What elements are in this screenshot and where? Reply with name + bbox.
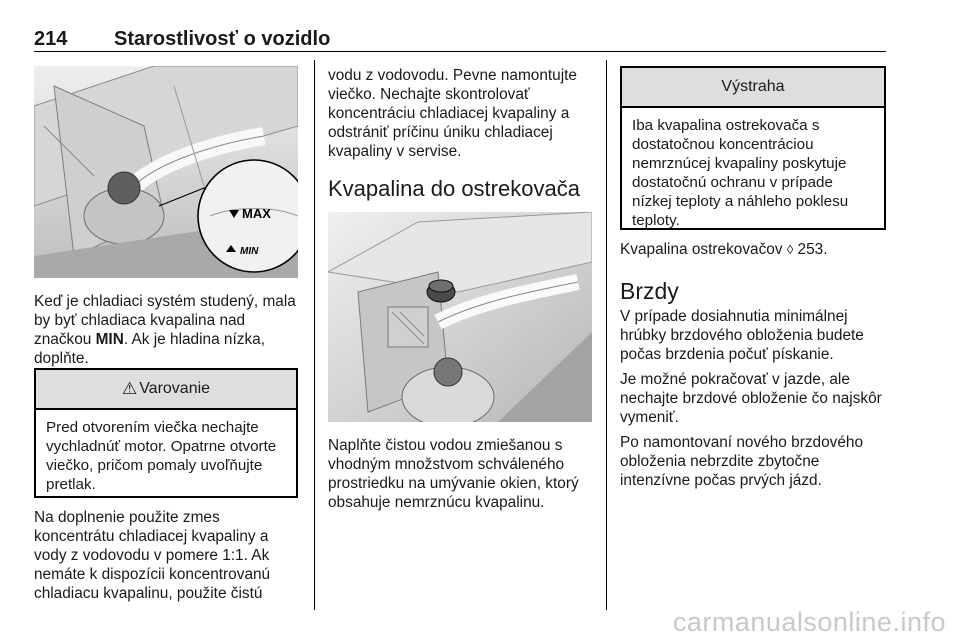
warning-header xyxy=(36,370,296,410)
min-mark-bold: MIN xyxy=(95,331,124,348)
washer-reference xyxy=(620,240,886,259)
column-divider-1 xyxy=(314,60,315,610)
page-header xyxy=(34,28,886,52)
column-divider-2 xyxy=(606,60,607,610)
coolant-refill-paragraph: Na doplnenie použite zmes koncentrátu chladiacej kvapaliny a vody z vodovodu v pomere 1:1. Ak nemáte k dispozícii koncentrovanú chladiacu kvapalinu, použite čistú xyxy=(34,509,271,602)
washer-bay-illustration xyxy=(328,212,592,422)
caution-text: Iba kvapalina ostrekovača s dostatočnou koncentráciou nemrznúcej kvapaliny poskytuje dostatočnú ochranu v prípade nízkej teploty a náhleho poklesu teploty. xyxy=(632,117,849,229)
page-number: 214 xyxy=(34,28,68,50)
warning-text: Pred otvorením viečka nechajte vychladnúť motor. Opatrne otvorte viečko, pričom pomaly uvoľňujte pretlak. xyxy=(46,419,277,493)
brakes-heading: Brzdy xyxy=(620,278,679,304)
brakes-paragraph-3: Po namontovaní nového brzdového obloženia nebrzdite zbytočne intenzívne počas prvých jázd. xyxy=(620,434,864,489)
page-reference-arrow-icon: ◊ xyxy=(786,242,794,257)
coolant-continuation-paragraph: vodu z vodovodu. Pevne namontujte viečko. Nechajte skontrolovať koncentráciu chladiacej kvapaliny a odstrániť príčinu úniku chladiacej kvapaliny v servise. xyxy=(328,67,577,160)
brakes-section xyxy=(620,307,886,490)
warning-triangle-icon: ⚠ xyxy=(121,379,138,398)
reference-page-link[interactable]: 253. xyxy=(797,241,828,258)
coolant-intro-paragraph: Keď je chladiaci systém studený, mala by byť chladiaca kvapalina nad značkou MIN. Ak je hladina nízka, doplňte. xyxy=(34,293,296,367)
engine-bay-illustration xyxy=(34,66,298,278)
caution-title: Výstraha xyxy=(721,78,785,95)
warning-box xyxy=(34,368,298,498)
caution-header xyxy=(622,68,884,108)
min-mark-label: MIN xyxy=(240,246,259,257)
brakes-paragraph-1: V prípade dosiahnutia minimálnej hrúbky brzdového obloženia budete počas brzdenia počuť pískanie. xyxy=(620,308,864,363)
brakes-paragraph-2: Je možné pokračovať v jazde, ale nechajte brzdové obloženie čo najskôr vymeniť. xyxy=(620,371,882,426)
washer-reservoir-figure xyxy=(328,212,592,422)
watermark: carmanualsonline.info xyxy=(672,607,946,637)
coolant-reservoir-figure xyxy=(34,66,298,278)
washer-fluid-heading: Kvapalina do ostrekovača xyxy=(328,176,580,201)
max-mark-label: MAX xyxy=(242,206,271,221)
chapter-title: Starostlivosť o vozidlo xyxy=(114,28,331,50)
caution-box xyxy=(620,66,886,230)
reference-text: Kvapalina ostrekovačov xyxy=(620,241,787,258)
warning-title: Varovanie xyxy=(139,380,211,397)
washer-fill-paragraph: Naplňte čistou vodou zmiešanou s vhodným množstvom schváleného prostriedku na umývanie okien, ktorý obsahuje nemrznúcu kvapalinu. xyxy=(328,437,579,511)
header-rule xyxy=(34,51,886,52)
